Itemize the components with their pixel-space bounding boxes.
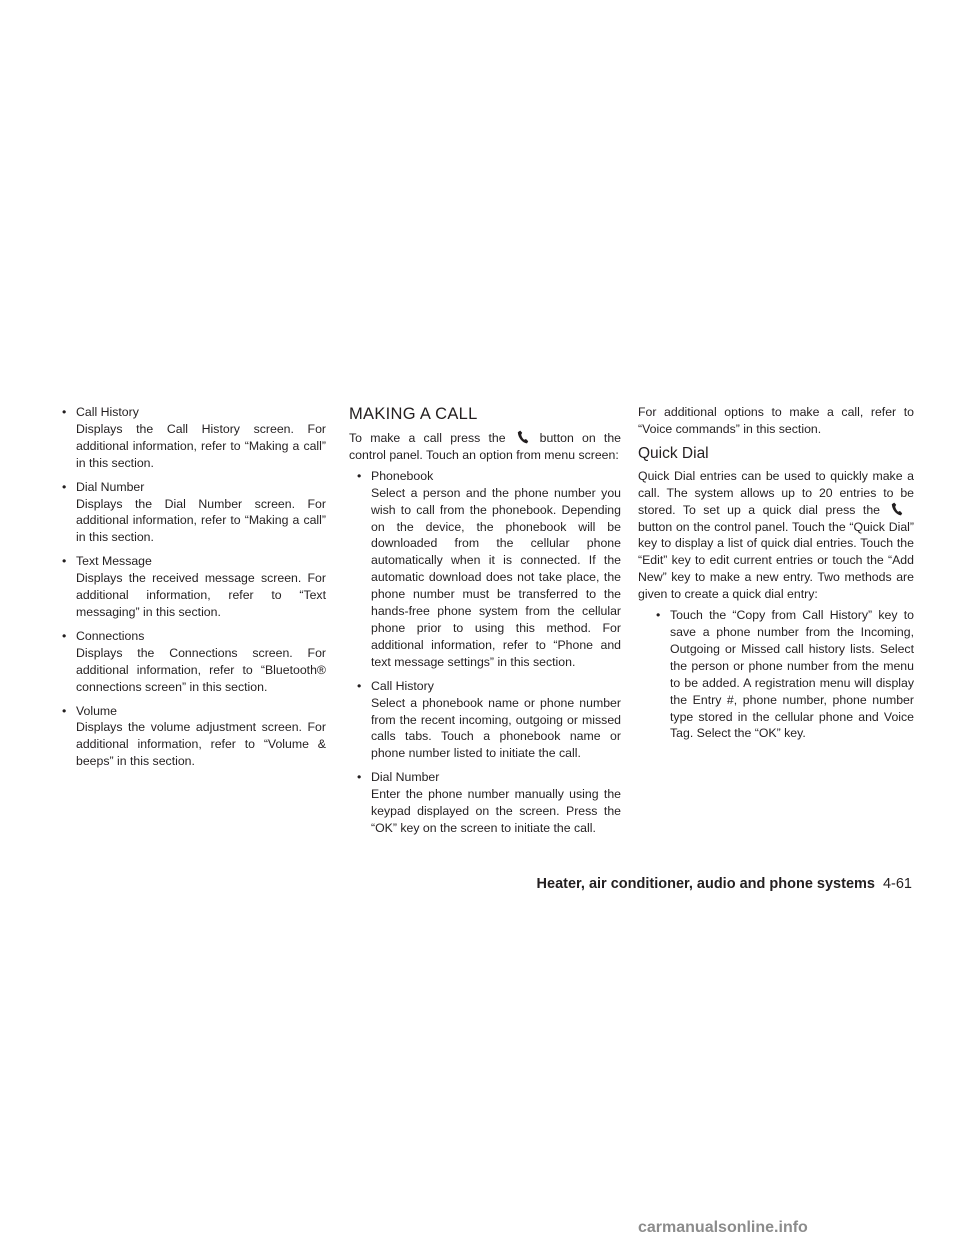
item-title: Phonebook [371, 468, 434, 483]
list-item [60, 703, 326, 771]
bullet-marker: • [62, 554, 67, 569]
bullet-marker: • [62, 479, 67, 494]
bullet-marker: • [357, 468, 362, 483]
item-title: Volume [76, 703, 118, 718]
item-description: Select a person and the phone number you wish to call from the phonebook. Depending on the device, the phonebook will be downloaded from the cellular phone automatically when it is connected. If the automatic download does not take place, the phone number must be transferred to the hands-free phone system from the cellular phone prior to using this method. For additional information, refer to “Phone and text message settings” in this section. [371, 485, 621, 669]
making-call-intro [349, 430, 621, 464]
list-item [355, 769, 621, 837]
quick-dial-methods-list [638, 607, 914, 742]
item-description: Select a phonebook name or phone number from the recent incoming, outgoing or missed calls tabs. Touch a phonebook name or phone number listed to initiate the call. [371, 695, 621, 761]
section-heading-making-a-call: MAKING A CALL [349, 405, 478, 423]
list-item [60, 628, 326, 696]
item-description: Displays the volume adjustment screen. For additional information, refer to “Volume & beeps” in this section. [76, 720, 326, 769]
bullet-marker: • [62, 703, 67, 718]
phone-icon [880, 502, 914, 516]
item-title: Text Message [76, 554, 152, 569]
additional-options-text: For additional options to make a call, refer to “Voice commands” in this section. [638, 405, 914, 436]
item-title: Call History [76, 405, 139, 419]
call-options-list [349, 468, 621, 837]
middle-column [349, 404, 621, 844]
bullet-marker: • [62, 405, 67, 419]
intro-text-after: button on the control panel. Touch the “Quick Dial” key to display a list of quick dial entries. Touch the “Edit” key to edit current entries or touch the “Add New” key to make a new entry. Two methods are given to create a quick dial entry: [638, 519, 914, 602]
item-description: Touch the “Copy from Call History” key to save a phone number from the Incoming, Outgoing or Missed call history lists. Select the person or phone number from the menu to be added. A registration menu will display the Entry #, phone number, phone number type stored in the cellular phone and Voice Tag. Select the “OK” key. [670, 608, 914, 741]
item-description: Enter the phone number manually using the keypad displayed on the screen. Press the “OK” key on the screen to initiate the call. [371, 787, 621, 835]
bullet-marker: • [357, 770, 362, 785]
intro-text-before: To make a call press the [349, 431, 506, 445]
list-item [60, 404, 326, 472]
phone-icon [506, 430, 540, 444]
list-item [355, 678, 621, 763]
item-description: Displays the received message screen. For additional information, refer to “Text messaging” in this section. [76, 571, 326, 619]
item-description: Displays the Call History screen. For additional information, refer to “Making a call” in this section. [76, 421, 326, 470]
chapter-title: Heater, air conditioner, audio and phone systems [536, 876, 875, 892]
quick-dial-intro [638, 468, 914, 603]
section-heading-quick-dial: Quick Dial [638, 444, 709, 462]
item-description: Displays the Dial Number screen. For additional information, refer to “Making a call” in this section. [76, 496, 326, 545]
list-item [60, 479, 326, 547]
intro-text-before: Quick Dial entries can be used to quickly make a call. The system allows up to 20 entries to be stored. To set up a quick dial press the [638, 468, 914, 517]
item-description: Displays the Connections screen. For additional information, refer to “Bluetooth® connections screen” in this section. [76, 645, 326, 694]
item-title: Dial Number [371, 770, 440, 785]
left-column [60, 404, 326, 777]
item-title: Connections [76, 628, 145, 643]
item-title: Dial Number [76, 479, 145, 494]
bullet-marker: • [656, 608, 661, 623]
watermark: carmanualsonline.info [638, 1219, 808, 1236]
intro-text-after: button on the control panel. Touch an option from menu screen: [349, 431, 622, 462]
list-item [60, 553, 326, 621]
list-item [355, 468, 621, 671]
bullet-marker: • [357, 678, 362, 693]
page-number: 4-61 [882, 876, 912, 892]
bullet-marker: • [62, 628, 67, 643]
item-title: Call History [371, 678, 434, 693]
right-column [638, 404, 914, 749]
page-footer [537, 876, 912, 892]
list-item [654, 607, 914, 742]
